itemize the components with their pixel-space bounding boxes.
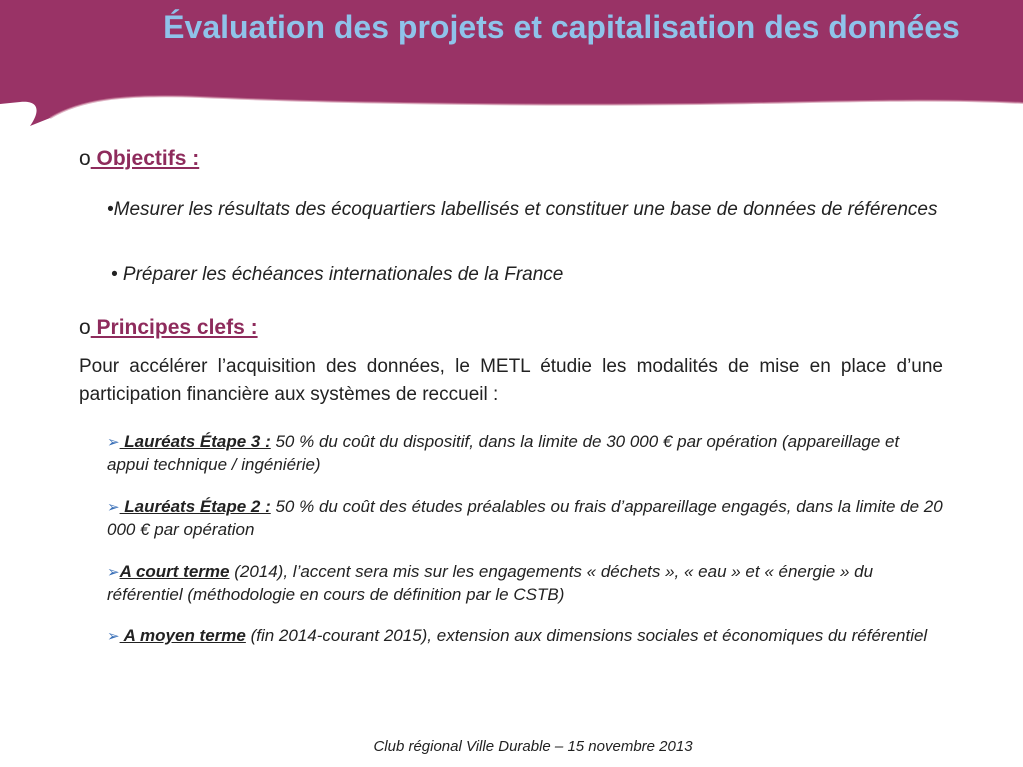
objectifs-label: Objectifs : [90,147,200,170]
item-text: (2014), l’accent sera mis sur les engagements « déchets », « eau » et « énergie » du référentiel (méthodologie en cours de définition par le CSTB) [107,562,874,604]
list-item [107,496,943,541]
list-item [107,625,943,648]
item-text: 50 % du coût du dispositif, dans la limite de 30 000 € par opération (appareillage et appui technique / ingéniérie) [107,432,900,474]
principes-label: Principes clefs : [90,316,258,339]
arrow-bullet-icon: ➢ [107,499,120,516]
arrow-bullet-icon: ➢ [107,434,120,451]
principes-intro: Pour accélérer l’acquisition des données, le METL étudie les modalités de mise en place d’une participation financière aux systèmes de reccueil : [79,356,943,405]
item-term: Lauréats Étape 3 : [119,432,271,451]
item-text: 50 % du coût des études préalables ou frais d’appareillage engagés, dans la limite de 20 000 € par opération [107,497,943,539]
arrow-bullet-icon: ➢ [107,628,120,645]
objectifs-marker: o [79,147,91,170]
objectifs-heading [79,147,199,171]
principes-heading [79,316,258,340]
list-item [107,431,943,476]
objectif-bullet-2: • Préparer les échéances internationales de la France [111,264,564,285]
footer: Club régional Ville Durable – 15 novembre 2013 [373,738,693,755]
item-text: (fin 2014-courant 2015), extension aux dimensions sociales et économiques du référentiel [245,626,928,645]
objectif-bullet-1: •Mesurer les résultats des écoquartiers labellisés et constituer une base de données de références [107,199,938,220]
page-title: Évaluation des projets et capitalisation des données [163,9,960,45]
arrow-bullet-icon: ➢ [107,564,120,581]
item-term: Lauréats Étape 2 : [119,497,271,516]
list-item [107,561,943,606]
item-term: A court terme [119,562,230,581]
item-term: A moyen terme [119,626,246,645]
principes-marker: o [79,316,91,339]
